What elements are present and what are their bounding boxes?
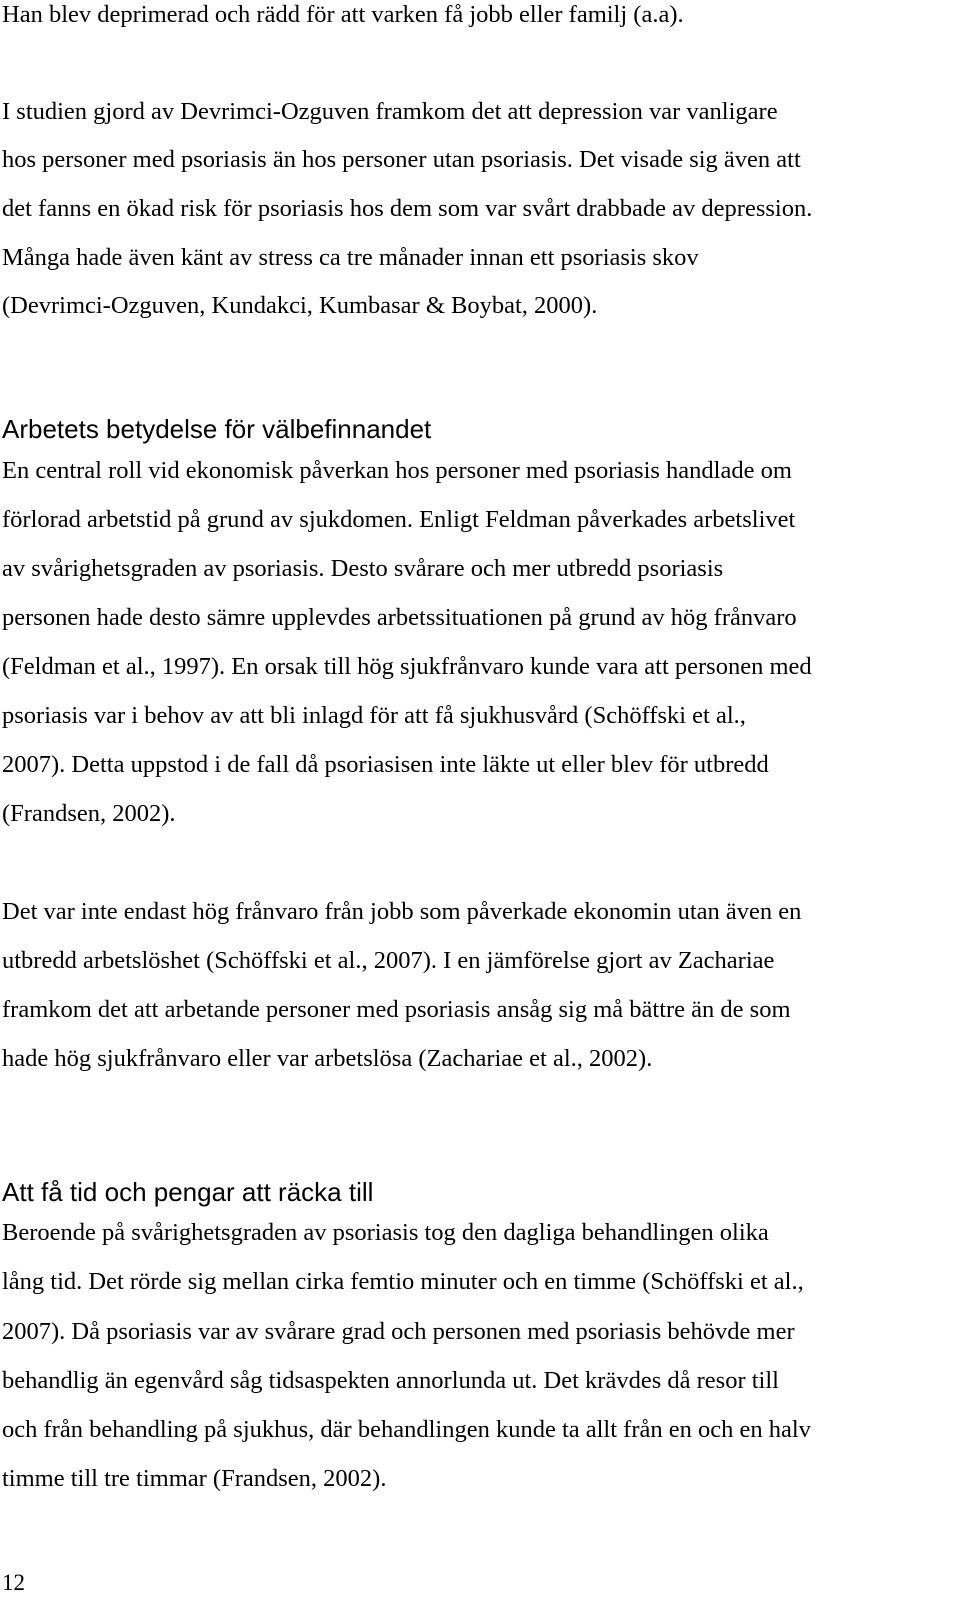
paragraph-line: 2007). Då psoriasis var av svårare grad och personen med psoriasis behövde mer [2, 1318, 795, 1345]
section-heading-time-money: Att få tid och pengar att räcka till [2, 1177, 374, 1207]
paragraph-line: En central roll vid ekonomisk påverkan hos personer med psoriasis handlade om [2, 457, 792, 484]
paragraph-line: 2007). Detta uppstod i de fall då psoriasisen inte läkte ut eller blev för utbredd [2, 751, 769, 778]
paragraph-line: psoriasis var i behov av att bli inlagd för att få sjukhusvård (Schöffski et al., [2, 702, 746, 729]
section-heading-work: Arbetets betydelse för välbefinnandet [2, 414, 432, 444]
paragraph-line: timme till tre timmar (Frandsen, 2002). [2, 1465, 387, 1492]
paragraph-line: (Feldman et al., 1997). En orsak till hög sjukfrånvaro kunde vara att personen med [2, 653, 812, 680]
paragraph-line: av svårighetsgraden av psoriasis. Desto svårare och mer utbredd psoriasis [2, 555, 724, 582]
paragraph-line: (Devrimci-Ozguven, Kundakci, Kumbasar & Boybat, 2000). [2, 292, 598, 319]
paragraph-line: hade hög sjukfrånvaro eller var arbetslösa (Zachariae et al., 2002). [2, 1045, 653, 1072]
paragraph-line: I studien gjord av Devrimci-Ozguven framkom det att depression var vanligare [2, 98, 778, 125]
paragraph-line: lång tid. Det rörde sig mellan cirka femtio minuter och en timme (Schöffski et al., [2, 1268, 804, 1295]
page-number: 12 [2, 1570, 25, 1595]
intro-line: Han blev deprimerad och rädd för att varken få jobb eller familj (a.a). [2, 1, 684, 28]
paragraph-line: utbredd arbetslöshet (Schöffski et al., 2007). I en jämförelse gjort av Zachariae [2, 947, 775, 974]
paragraph-line: Det var inte endast hög frånvaro från jobb som påverkade ekonomin utan även en [2, 898, 802, 925]
paragraph-line: personen hade desto sämre upplevdes arbetssituationen på grund av hög frånvaro [2, 604, 797, 631]
paragraph-line: Beroende på svårighetsgraden av psoriasis tog den dagliga behandlingen olika [2, 1219, 769, 1246]
paragraph-line: (Frandsen, 2002). [2, 800, 176, 827]
paragraph-line: hos personer med psoriasis än hos personer utan psoriasis. Det visade sig även att [2, 146, 801, 173]
paragraph-line: förlorad arbetstid på grund av sjukdomen. Enligt Feldman påverkades arbetslivet [2, 506, 796, 533]
paragraph-line: det fanns en ökad risk för psoriasis hos dem som var svårt drabbade av depression. [2, 195, 813, 222]
paragraph-line: behandlig än egenvård såg tidsaspekten annorlunda ut. Det krävdes då resor till [2, 1367, 779, 1394]
paragraph-line: och från behandling på sjukhus, där behandlingen kunde ta allt från en och en halv [2, 1416, 811, 1443]
paragraph-line: Många hade även känt av stress ca tre månader innan ett psoriasis skov [2, 244, 699, 271]
paragraph-line: framkom det att arbetande personer med psoriasis ansåg sig må bättre än de som [2, 996, 791, 1023]
